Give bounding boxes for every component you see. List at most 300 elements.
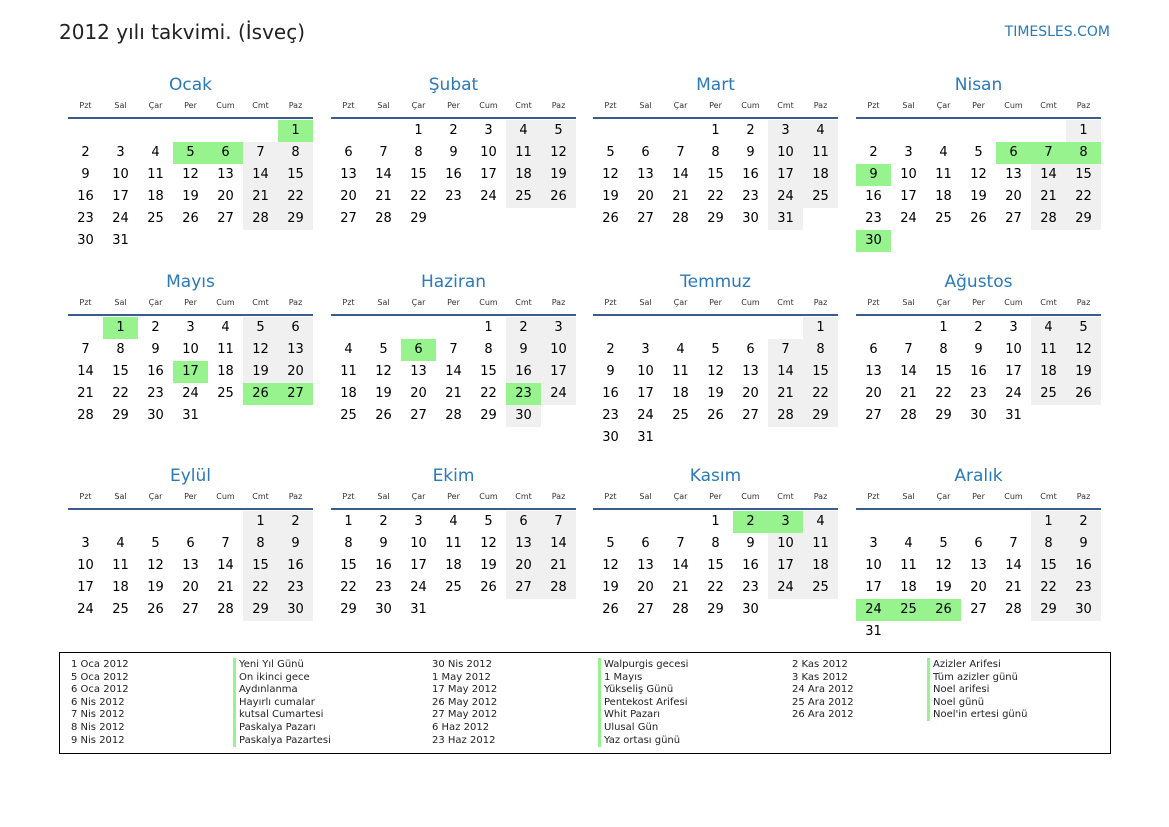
- day-cell: 20: [217, 189, 234, 204]
- day-cell: 2: [974, 320, 983, 335]
- day-cell: 17: [112, 189, 129, 204]
- day-cell: 6: [746, 342, 755, 357]
- day-cell: 28: [77, 408, 94, 423]
- day-cell: 8: [278, 142, 313, 164]
- day-cell: 1: [243, 511, 278, 533]
- day-cell: 6: [974, 536, 983, 551]
- day-cell: 8: [711, 145, 720, 160]
- day-cell: 31: [768, 208, 803, 230]
- legend-holiday-name: Yaz ortası günü: [598, 734, 680, 747]
- weekday-header: Sal: [902, 101, 915, 110]
- legend-holiday-name: Tüm azizler günü: [927, 671, 1018, 684]
- day-cell: 28: [375, 211, 392, 226]
- day-cell: 25: [147, 211, 164, 226]
- day-cell: 1: [484, 320, 493, 335]
- day-cell: 17: [480, 167, 497, 182]
- day-cell: 6: [344, 145, 353, 160]
- day-cell: 24: [77, 602, 94, 617]
- day-cell: 9: [278, 533, 313, 555]
- day-cell: 19: [970, 189, 987, 204]
- day-cell: 4: [344, 342, 353, 357]
- day-cell: 27: [970, 602, 987, 617]
- day-cell: 23: [77, 211, 94, 226]
- weekday-header: Pzt: [604, 101, 617, 110]
- day-cell: 26: [375, 408, 392, 423]
- day-cell: 20: [865, 386, 882, 401]
- holiday-day-cell: 8: [1066, 142, 1101, 164]
- day-cell: 17: [410, 558, 427, 573]
- day-cell: 22: [480, 386, 497, 401]
- day-cell: 1: [711, 514, 720, 529]
- day-cell: 8: [116, 342, 125, 357]
- day-cell: 15: [410, 167, 427, 182]
- day-cell: 4: [221, 320, 230, 335]
- day-cell: 7: [676, 536, 685, 551]
- day-cell: 3: [81, 536, 90, 551]
- day-cell: 14: [768, 361, 803, 383]
- day-cell: 25: [672, 408, 689, 423]
- weekday-header: Paz: [1076, 492, 1091, 501]
- day-cell: 4: [676, 342, 685, 357]
- day-cell: 25: [803, 186, 838, 208]
- day-cell: 11: [445, 536, 462, 551]
- holiday-day-cell: 30: [856, 230, 891, 252]
- day-cell: 20: [742, 386, 759, 401]
- day-cell: 18: [900, 580, 917, 595]
- day-cell: 21: [375, 189, 392, 204]
- day-cell: 26: [147, 602, 164, 617]
- day-cell: 15: [243, 555, 278, 577]
- day-cell: 7: [379, 145, 388, 160]
- legend-date: 6 Oca 2012: [71, 684, 129, 696]
- day-cell: 14: [375, 167, 392, 182]
- weekday-header: Per: [184, 492, 197, 501]
- day-cell: 17: [865, 580, 882, 595]
- day-cell: 18: [340, 386, 357, 401]
- weekday-header: Pzt: [867, 101, 880, 110]
- day-cell: 18: [445, 558, 462, 573]
- holiday-day-cell: 1: [278, 120, 313, 142]
- day-cell: 29: [707, 602, 724, 617]
- legend-holiday-name: Noel günü: [927, 696, 984, 709]
- day-cell: 21: [768, 383, 803, 405]
- month-name: Ocak: [169, 75, 212, 95]
- day-cell: 23: [742, 580, 759, 595]
- day-cell: 21: [217, 580, 234, 595]
- weekday-header: Pzt: [867, 492, 880, 501]
- day-cell: 27: [182, 602, 199, 617]
- day-cell: 17: [900, 189, 917, 204]
- day-cell: 10: [182, 342, 199, 357]
- page-title: 2012 yılı takvimi. (İsveç): [59, 20, 306, 44]
- day-cell: 28: [1005, 602, 1022, 617]
- day-cell: 8: [711, 536, 720, 551]
- day-cell: 2: [606, 342, 615, 357]
- holiday-day-cell: 27: [278, 383, 313, 405]
- legend-holiday-name: Pentekost Arifesi: [598, 696, 688, 709]
- day-cell: 23: [278, 577, 313, 599]
- day-cell: 5: [243, 317, 278, 339]
- day-cell: 11: [935, 167, 952, 182]
- day-cell: 25: [217, 386, 234, 401]
- day-cell: 23: [445, 189, 462, 204]
- day-cell: 31: [1005, 408, 1022, 423]
- day-cell: 7: [1009, 536, 1018, 551]
- day-cell: 8: [803, 339, 838, 361]
- day-cell: 15: [803, 361, 838, 383]
- holiday-day-cell: 2: [733, 511, 768, 533]
- day-cell: 13: [637, 167, 654, 182]
- header-divider: [331, 508, 576, 510]
- legend-holiday-name: 1 Mayıs: [598, 671, 642, 684]
- day-cell: 19: [707, 386, 724, 401]
- day-cell: 26: [970, 211, 987, 226]
- day-cell: 14: [1031, 164, 1066, 186]
- day-cell: 5: [606, 145, 615, 160]
- legend-date: 7 Nis 2012: [71, 709, 125, 721]
- day-cell: 31: [112, 233, 129, 248]
- day-cell: 14: [672, 167, 689, 182]
- day-cell: 15: [480, 364, 497, 379]
- weekday-header: Paz: [288, 101, 303, 110]
- weekday-header: Sal: [902, 298, 915, 307]
- day-cell: 8: [484, 342, 493, 357]
- day-cell: 16: [445, 167, 462, 182]
- day-cell: 28: [672, 602, 689, 617]
- day-cell: 3: [116, 145, 125, 160]
- weekday-header: Paz: [288, 492, 303, 501]
- weekday-header: Cum: [1004, 298, 1023, 307]
- weekday-header: Pzt: [342, 492, 355, 501]
- day-cell: 20: [637, 580, 654, 595]
- day-cell: 4: [1031, 317, 1066, 339]
- day-cell: 6: [869, 342, 878, 357]
- weekday-header: Paz: [813, 492, 828, 501]
- day-cell: 16: [742, 167, 759, 182]
- day-cell: 25: [506, 186, 541, 208]
- day-cell: 15: [1066, 164, 1101, 186]
- day-cell: 19: [602, 189, 619, 204]
- day-cell: 22: [1031, 577, 1066, 599]
- day-cell: 5: [151, 536, 160, 551]
- legend-date: 23 Haz 2012: [432, 734, 496, 746]
- header-divider: [331, 117, 576, 119]
- day-cell: 20: [637, 189, 654, 204]
- day-cell: 13: [182, 558, 199, 573]
- weekday-header: Pzt: [79, 101, 92, 110]
- weekday-header: Cmt: [515, 492, 532, 501]
- legend-date: 6 Nis 2012: [71, 696, 125, 708]
- day-cell: 14: [900, 364, 917, 379]
- day-cell: 16: [147, 364, 164, 379]
- day-cell: 30: [1066, 599, 1101, 621]
- day-cell: 1: [414, 123, 423, 138]
- day-cell: 21: [445, 386, 462, 401]
- day-cell: 14: [77, 364, 94, 379]
- day-cell: 8: [939, 342, 948, 357]
- day-cell: 4: [506, 120, 541, 142]
- weekday-header: Pzt: [342, 298, 355, 307]
- day-cell: 30: [742, 602, 759, 617]
- weekday-header: Sal: [377, 492, 390, 501]
- day-cell: 11: [803, 533, 838, 555]
- day-cell: 27: [340, 211, 357, 226]
- day-cell: 4: [803, 511, 838, 533]
- weekday-header: Çar: [673, 492, 688, 501]
- day-cell: 18: [672, 386, 689, 401]
- day-cell: 8: [1031, 533, 1066, 555]
- weekday-header: Paz: [551, 101, 566, 110]
- weekday-header: Cum: [479, 298, 498, 307]
- day-cell: 9: [81, 167, 90, 182]
- day-cell: 29: [707, 211, 724, 226]
- legend-date: 25 Ara 2012: [792, 696, 854, 708]
- day-cell: 12: [935, 558, 952, 573]
- day-cell: 3: [641, 342, 650, 357]
- day-cell: 10: [637, 364, 654, 379]
- day-cell: 15: [278, 164, 313, 186]
- day-cell: 22: [112, 386, 129, 401]
- day-cell: 19: [935, 580, 952, 595]
- weekday-header: Per: [709, 101, 722, 110]
- weekday-header: Sal: [377, 298, 390, 307]
- day-cell: 13: [865, 364, 882, 379]
- legend-holiday-name: Paskalya Pazartesi: [233, 734, 331, 747]
- weekday-header: Cmt: [777, 492, 794, 501]
- day-cell: 20: [340, 189, 357, 204]
- day-cell: 13: [506, 533, 541, 555]
- day-cell: 7: [243, 142, 278, 164]
- legend-holiday-name: Whit Pazarı: [598, 708, 660, 721]
- day-cell: 10: [865, 558, 882, 573]
- weekday-header: Pzt: [79, 492, 92, 501]
- day-cell: 22: [243, 577, 278, 599]
- day-cell: 22: [935, 386, 952, 401]
- day-cell: 10: [541, 339, 576, 361]
- day-cell: 30: [147, 408, 164, 423]
- day-cell: 23: [147, 386, 164, 401]
- weekday-header: Sal: [114, 101, 127, 110]
- day-cell: 6: [278, 317, 313, 339]
- day-cell: 16: [375, 558, 392, 573]
- day-cell: 15: [112, 364, 129, 379]
- day-cell: 22: [803, 383, 838, 405]
- weekday-header: Çar: [936, 492, 951, 501]
- day-cell: 7: [676, 145, 685, 160]
- weekday-header: Cum: [216, 101, 235, 110]
- weekday-header: Çar: [673, 101, 688, 110]
- day-cell: 30: [602, 430, 619, 445]
- day-cell: 16: [742, 558, 759, 573]
- day-cell: 2: [746, 123, 755, 138]
- day-cell: 29: [340, 602, 357, 617]
- header-divider: [68, 314, 313, 316]
- day-cell: 24: [900, 211, 917, 226]
- day-cell: 11: [1031, 339, 1066, 361]
- weekday-header: Per: [709, 298, 722, 307]
- day-cell: 14: [445, 364, 462, 379]
- legend-holiday-name: Ulusal Gün: [598, 721, 658, 734]
- day-cell: 7: [449, 342, 458, 357]
- weekday-header: Cmt: [777, 101, 794, 110]
- weekday-header: Çar: [936, 298, 951, 307]
- day-cell: 3: [768, 120, 803, 142]
- month-name: Ağustos: [944, 272, 1013, 292]
- legend-date: 27 May 2012: [432, 709, 498, 721]
- holiday-day-cell: 25: [891, 599, 926, 621]
- day-cell: 19: [375, 386, 392, 401]
- day-cell: 1: [344, 514, 353, 529]
- day-cell: 11: [672, 364, 689, 379]
- weekday-header: Per: [447, 492, 460, 501]
- weekday-header: Pzt: [867, 298, 880, 307]
- legend-date: 26 Ara 2012: [792, 709, 854, 721]
- day-cell: 18: [1031, 361, 1066, 383]
- legend-holiday-name: Walpurgis gecesi: [598, 658, 688, 671]
- weekday-header: Pzt: [604, 492, 617, 501]
- day-cell: 18: [506, 164, 541, 186]
- day-cell: 21: [1031, 186, 1066, 208]
- weekday-header: Sal: [639, 101, 652, 110]
- day-cell: 13: [410, 364, 427, 379]
- day-cell: 29: [278, 208, 313, 230]
- day-cell: 9: [746, 145, 755, 160]
- legend-date: 5 Oca 2012: [71, 671, 129, 683]
- day-cell: 14: [243, 164, 278, 186]
- weekday-header: Cmt: [1040, 298, 1057, 307]
- weekday-header: Per: [709, 492, 722, 501]
- day-cell: 15: [1031, 555, 1066, 577]
- legend-holiday-name: Noel'in ertesi günü: [927, 708, 1027, 721]
- day-cell: 6: [186, 536, 195, 551]
- day-cell: 26: [1066, 383, 1101, 405]
- weekday-header: Cmt: [1040, 101, 1057, 110]
- day-cell: 9: [151, 342, 160, 357]
- brand-link[interactable]: TIMESLES.COM: [1004, 24, 1110, 40]
- day-cell: 30: [506, 405, 541, 427]
- legend-holiday-name: On ikinci gece: [233, 671, 310, 684]
- legend-date: 2 Kas 2012: [792, 659, 848, 670]
- day-cell: 12: [541, 142, 576, 164]
- day-cell: 25: [112, 602, 129, 617]
- day-cell: 16: [602, 386, 619, 401]
- day-cell: 21: [672, 580, 689, 595]
- day-cell: 26: [602, 602, 619, 617]
- day-cell: 18: [147, 189, 164, 204]
- weekday-header: Çar: [148, 492, 163, 501]
- day-cell: 12: [602, 167, 619, 182]
- day-cell: 10: [77, 558, 94, 573]
- header-divider: [856, 117, 1101, 119]
- weekday-header: Paz: [551, 298, 566, 307]
- header-divider: [331, 314, 576, 316]
- day-cell: 12: [602, 558, 619, 573]
- day-cell: 20: [410, 386, 427, 401]
- legend-date: 1 Oca 2012: [71, 659, 129, 670]
- month-name: Ekim: [432, 466, 475, 486]
- header-divider: [856, 508, 1101, 510]
- legend-date: 1 May 2012: [432, 671, 491, 683]
- day-cell: 29: [803, 405, 838, 427]
- day-cell: 27: [1005, 211, 1022, 226]
- day-cell: 12: [147, 558, 164, 573]
- day-cell: 26: [707, 408, 724, 423]
- day-cell: 27: [506, 577, 541, 599]
- day-cell: 7: [541, 511, 576, 533]
- day-cell: 8: [243, 533, 278, 555]
- day-cell: 30: [278, 599, 313, 621]
- day-cell: 28: [900, 408, 917, 423]
- weekday-header: Cmt: [252, 298, 269, 307]
- weekday-header: Çar: [673, 298, 688, 307]
- weekday-header: Çar: [411, 101, 426, 110]
- day-cell: 25: [1031, 383, 1066, 405]
- day-cell: 3: [186, 320, 195, 335]
- day-cell: 30: [375, 602, 392, 617]
- day-cell: 24: [112, 211, 129, 226]
- day-cell: 31: [182, 408, 199, 423]
- weekday-header: Çar: [148, 298, 163, 307]
- day-cell: 24: [1005, 386, 1022, 401]
- day-cell: 21: [541, 555, 576, 577]
- holiday-day-cell: 9: [856, 164, 891, 186]
- day-cell: 24: [480, 189, 497, 204]
- day-cell: 5: [484, 514, 493, 529]
- day-cell: 21: [900, 386, 917, 401]
- weekday-header: Per: [447, 101, 460, 110]
- day-cell: 18: [217, 364, 234, 379]
- header-divider: [856, 314, 1101, 316]
- weekday-header: Cum: [741, 101, 760, 110]
- day-cell: 18: [803, 164, 838, 186]
- day-cell: 23: [375, 580, 392, 595]
- day-cell: 10: [112, 167, 129, 182]
- weekday-header: Cmt: [252, 101, 269, 110]
- header-divider: [593, 508, 838, 510]
- day-cell: 12: [970, 167, 987, 182]
- day-cell: 30: [970, 408, 987, 423]
- weekday-header: Pzt: [79, 298, 92, 307]
- day-cell: 11: [506, 142, 541, 164]
- day-cell: 27: [217, 211, 234, 226]
- holiday-day-cell: 1: [103, 317, 138, 339]
- day-cell: 12: [707, 364, 724, 379]
- day-cell: 19: [243, 361, 278, 383]
- day-cell: 22: [340, 580, 357, 595]
- day-cell: 27: [410, 408, 427, 423]
- day-cell: 20: [182, 580, 199, 595]
- day-cell: 4: [449, 514, 458, 529]
- day-cell: 11: [112, 558, 129, 573]
- month-name: Kasım: [689, 466, 742, 486]
- day-cell: 9: [506, 339, 541, 361]
- day-cell: 1: [803, 317, 838, 339]
- day-cell: 14: [672, 558, 689, 573]
- day-cell: 27: [865, 408, 882, 423]
- day-cell: 28: [243, 208, 278, 230]
- day-cell: 16: [1066, 555, 1101, 577]
- month-name: Nisan: [954, 75, 1003, 95]
- day-cell: 3: [484, 123, 493, 138]
- day-cell: 31: [865, 624, 882, 639]
- day-cell: 9: [746, 536, 755, 551]
- weekday-header: Çar: [411, 492, 426, 501]
- day-cell: 16: [278, 555, 313, 577]
- weekday-header: Per: [972, 101, 985, 110]
- weekday-header: Çar: [411, 298, 426, 307]
- weekday-header: Cum: [1004, 101, 1023, 110]
- day-cell: 3: [904, 145, 913, 160]
